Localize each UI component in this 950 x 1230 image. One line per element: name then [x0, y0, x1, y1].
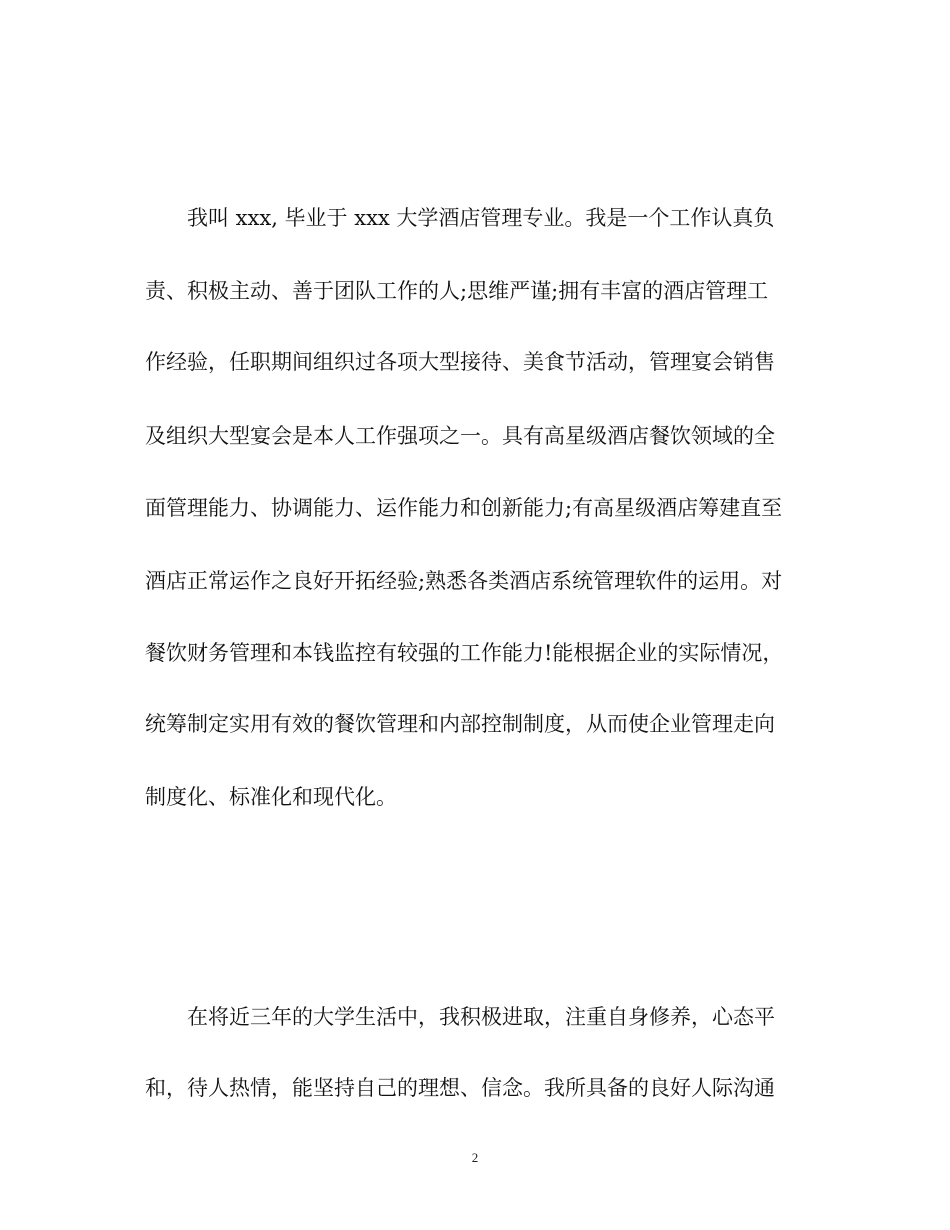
- paragraph-1-line-9: 制度化、标准化和现代化。: [145, 785, 397, 809]
- page-number: 2: [471, 1150, 479, 1165]
- paragraph-1-line-4: 及组织大型宴会是本人工作强项之一。具有高星级酒店餐饮领域的全: [145, 424, 775, 448]
- paragraph-1-line-3: 作经验，任职期间组织过各项大型接待、美食节活动，管理宴会销售: [145, 350, 775, 374]
- paragraph-1-line-8: 统筹制定实用有效的餐饮管理和内部控制制度，从而使企业管理走向: [145, 712, 775, 736]
- paragraph-1-line-1: 我叫 xxx, 毕业于 xxx 大学酒店管理专业。我是一个工作认真负: [187, 206, 775, 230]
- paragraph-1-line-7: 餐饮财务管理和本钱监控有较强的工作能力!能根据企业的实际情况，: [145, 641, 784, 665]
- paragraph-1-line-6: 酒店正常运作之良好开拓经验;熟悉各类酒店系统管理软件的运用。对: [145, 569, 783, 593]
- paragraph-2-line-2: 和，待人热情，能坚持自己的理想、信念。我所具备的良好人际沟通: [145, 1076, 775, 1100]
- paragraph-1-line-2: 责、积极主动、善于团队工作的人;思维严谨;拥有丰富的酒店管理工: [145, 279, 769, 303]
- paragraph-1-line-5: 面管理能力、协调能力、运作能力和创新能力;有高星级酒店筹建直至: [145, 496, 783, 520]
- paragraph-2-line-1: 在将近三年的大学生活中，我积极进取，注重自身修养，心态平: [187, 1005, 775, 1029]
